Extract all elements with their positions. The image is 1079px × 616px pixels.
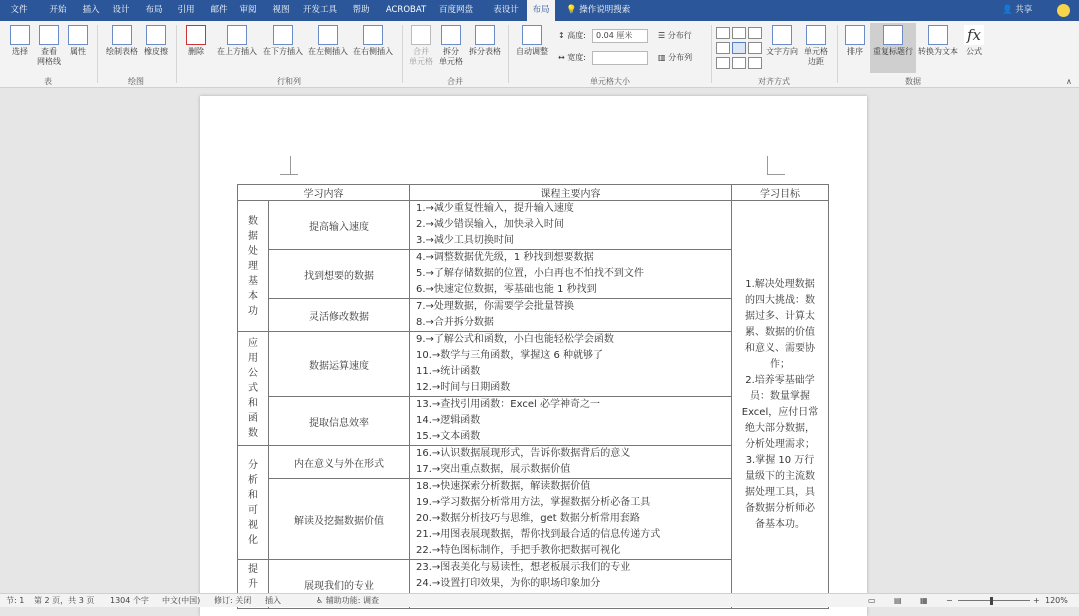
table-properties-icon: [68, 25, 88, 45]
subcategory-cell[interactable]: 内在意义与外在形式: [269, 446, 410, 479]
course-item: 4.→调整数据优先级，1 秒找到想要数据: [416, 252, 594, 263]
tab-7[interactable]: 审阅: [239, 5, 257, 15]
align-bottom-center-button[interactable]: [732, 57, 746, 69]
group-label-data: 数据: [905, 77, 921, 86]
zoom-out-button[interactable]: −: [946, 596, 953, 605]
crop-mark: [767, 174, 785, 175]
tell-me-label: 操作说明搜索: [579, 5, 631, 15]
goal-line: 备数据分析师必: [745, 502, 815, 514]
category-char: 可: [248, 504, 258, 516]
insert-left-button[interactable]: [306, 25, 350, 57]
tab-3[interactable]: 设计: [112, 5, 130, 15]
distribute-rows-button[interactable]: ☰ 分布行: [658, 31, 692, 40]
course-item: 20.→数据分析技巧与思维，get 数据分析常用套路: [416, 513, 640, 524]
convert-to-text-icon: [928, 25, 948, 45]
category-cell[interactable]: [238, 201, 269, 332]
split-table-button[interactable]: [467, 25, 503, 57]
goal-line: 据处理工具，具: [745, 486, 815, 498]
insert-below-button[interactable]: [261, 25, 305, 57]
insert-column-right-icon: [363, 25, 383, 45]
ribbon-layout: [0, 21, 1079, 88]
select-button[interactable]: [8, 25, 32, 57]
web-layout-icon[interactable]: ▦: [920, 596, 928, 605]
status-bar: [0, 593, 1079, 607]
height-label: 高度:: [567, 31, 586, 40]
zoom-slider[interactable]: [958, 600, 1030, 601]
category-char: 升: [248, 578, 258, 590]
convert-to-text-button[interactable]: [916, 25, 960, 57]
table-header-row: [238, 185, 829, 201]
group-label-rows-columns: 行和列: [277, 77, 301, 86]
course-items-cell[interactable]: [410, 479, 732, 560]
sort-button[interactable]: [843, 25, 867, 57]
status-language[interactable]: 中文(中国): [162, 596, 201, 605]
convert-to-text-label: 转换为文本: [918, 47, 958, 56]
collapse-ribbon-icon[interactable]: ∧: [1066, 77, 1072, 86]
course-item: 19.→学习数据分析常用方法，掌握数据分析必备工具: [416, 497, 651, 508]
insert-below-label: 在下方插入: [263, 47, 303, 56]
tab-6[interactable]: 邮件: [210, 5, 228, 15]
tab-11[interactable]: ACROBAT: [385, 5, 427, 15]
course-item: 7.→处理数据，你需要学会批量替换: [416, 301, 574, 312]
tab-12[interactable]: 百度网盘: [438, 5, 473, 15]
course-item: 10.→数学与三角函数，掌握这 6 种就够了: [416, 350, 604, 361]
course-item: 18.→快速探索分析数据，解读数据价值: [416, 481, 591, 492]
category-char: 数: [248, 215, 258, 227]
course-item: 17.→突出重点数据，展示数据价值: [416, 464, 571, 475]
delete-label: 删除: [188, 47, 204, 56]
goal-line: 的四大挑战：数: [745, 294, 815, 306]
header-learning-goals[interactable]: 学习目标: [732, 185, 829, 201]
align-bottom-left-button[interactable]: [716, 57, 730, 69]
column-width-input[interactable]: [592, 51, 648, 65]
width-label: 宽度:: [567, 53, 586, 62]
subcategory-cell[interactable]: 提高输入速度: [269, 201, 410, 250]
crop-mark: [767, 156, 768, 174]
zoom-level[interactable]: 120%: [1045, 596, 1068, 605]
insert-row-below-icon: [273, 25, 293, 45]
pencil-icon: [112, 25, 132, 45]
read-mode-icon[interactable]: ▭: [868, 596, 876, 605]
category-cell[interactable]: [238, 446, 269, 560]
align-top-center-button[interactable]: [732, 27, 746, 39]
share-button[interactable]: 👤 共享: [1002, 5, 1033, 15]
goal-line: 1.解决处理数据: [745, 278, 815, 290]
category-char: 理: [248, 260, 258, 272]
status-page[interactable]: 第 2 页，共 3 页: [34, 596, 95, 605]
course-item: 9.→了解公式和函数，小白也能轻松学会函数: [416, 334, 614, 345]
text-direction-icon: [772, 25, 792, 45]
tell-me-search[interactable]: 💡 操作说明搜索: [566, 5, 631, 15]
goal-line: 员：数量掌握: [750, 390, 810, 402]
repeat-header-icon: [883, 25, 903, 45]
split-cells-icon: [441, 25, 461, 45]
cell-margins-button[interactable]: [802, 25, 830, 67]
goal-line: 2.培养零基础学: [745, 374, 815, 386]
sort-label: 排序: [847, 47, 863, 56]
category-char: 提: [248, 563, 258, 575]
category-char: 化: [248, 534, 258, 546]
text-direction-button[interactable]: [764, 25, 800, 57]
insert-column-left-icon: [318, 25, 338, 45]
tab-0[interactable]: 文件: [10, 5, 28, 15]
group-separator: [711, 25, 712, 83]
subcategory-cell[interactable]: 找到想要的数据: [269, 250, 410, 299]
course-table[interactable]: [237, 184, 829, 609]
delete-table-icon: [186, 25, 206, 45]
course-item: 24.→设置打印效果，为你的职场印象加分: [416, 578, 601, 589]
autofit-label: 自动调整: [516, 47, 548, 56]
goal-line: 备基本功。: [755, 518, 805, 530]
goal-line: 3.掌握 10 万行: [745, 454, 815, 466]
goal-line: 量级下的主流数: [745, 470, 815, 482]
merge-cells-label: 合并 单元格: [409, 47, 433, 66]
category-char: 数: [248, 428, 258, 439]
page: [200, 96, 867, 616]
distribute-columns-label: 分布列: [668, 53, 693, 62]
properties-label: 属性: [70, 47, 86, 56]
category-char: 和: [248, 398, 258, 409]
formula-button[interactable]: [962, 25, 986, 57]
subcategory-cell[interactable]: 解读及挖掘数据价值: [269, 479, 410, 560]
autofit-icon: [522, 25, 542, 45]
cell-margins-icon: [806, 25, 826, 45]
status-track-changes[interactable]: 修订: 关闭: [214, 596, 252, 605]
insert-above-button[interactable]: [215, 25, 259, 57]
share-label: 共享: [1015, 5, 1033, 15]
goal-line: 分析处理需求；: [745, 438, 815, 450]
repeat-header-label: 重复标题行: [873, 47, 913, 56]
goal-line: 和意义、需要协: [745, 342, 815, 354]
crop-mark: [290, 156, 291, 174]
gridlines-icon: [39, 25, 59, 45]
category-char: 功: [248, 305, 258, 317]
align-center-right-button[interactable]: [748, 42, 762, 54]
course-items-cell[interactable]: [410, 397, 732, 446]
subcategory-cell[interactable]: 展现我们的专业: [269, 560, 410, 609]
category-char: 析: [248, 474, 258, 486]
header-course-content[interactable]: 课程主要内容: [410, 185, 732, 201]
course-item: 13.→查找引用函数：Excel 必学神奇之一: [416, 399, 600, 410]
merge-cells-icon: [411, 25, 431, 45]
align-top-left-button[interactable]: [716, 27, 730, 39]
course-items-cell[interactable]: [410, 250, 732, 299]
group-separator: [176, 25, 177, 83]
category-char: 用: [248, 353, 258, 364]
status-word-count[interactable]: 1304 个字: [110, 596, 149, 605]
course-item: 2.→减少错误输入，加快录入时间: [416, 219, 564, 230]
group-separator: [837, 25, 838, 83]
gridlines-label: 查看 网格线: [37, 47, 61, 66]
course-item: 16.→认识数据展现形式，告诉你数据背后的意义: [416, 448, 631, 459]
course-item: 22.→特色图标制作，手把手教你把数据可视化: [416, 545, 621, 556]
cursor-icon: [10, 25, 30, 45]
tab-13[interactable]: 表设计: [493, 5, 519, 15]
category-char: 基: [248, 275, 258, 287]
goals-cell[interactable]: [732, 201, 829, 609]
status-section[interactable]: 节: 1: [6, 596, 25, 605]
sort-az-icon: [845, 25, 865, 45]
course-item: 21.→用图表展现数据，帮你找到最合适的信息传递方式: [416, 529, 661, 540]
status-accessibility[interactable]: ♿ 辅助功能: 调查: [316, 596, 379, 605]
goal-line: Excel，应付日常: [741, 406, 819, 418]
goal-line: 累、数据的价值: [745, 326, 815, 338]
draw-table-button[interactable]: [104, 25, 140, 57]
category-char: 公: [248, 368, 258, 379]
merge-cells-button[interactable]: [407, 25, 435, 67]
course-item: 23.→图表美化与易读性，想老板展示我们的专业: [416, 562, 631, 573]
course-items-cell[interactable]: [410, 332, 732, 397]
course-item: 3.→减少工具切换时间: [416, 235, 514, 246]
insert-left-label: 在左侧插入: [308, 47, 348, 56]
goal-line: 作；: [770, 358, 790, 370]
insert-right-label: 在右侧插入: [353, 47, 393, 56]
insert-row-above-icon: [227, 25, 247, 45]
tab-8[interactable]: 视图: [272, 5, 290, 15]
split-table-icon: [475, 25, 495, 45]
fx-formula-icon: fx: [964, 25, 984, 45]
group-separator: [508, 25, 509, 83]
course-item: 8.→合并拆分数据: [416, 317, 494, 328]
feedback-smiley-icon[interactable]: [1057, 4, 1070, 17]
header-learning-content[interactable]: 学习内容: [238, 185, 410, 201]
category-char: 式: [248, 383, 258, 394]
tab-14[interactable]: 布局: [527, 0, 555, 21]
subcategory-cell[interactable]: 提取信息效率: [269, 397, 410, 446]
draw-table-label: 绘制表格: [106, 47, 138, 56]
align-top-right-button[interactable]: [748, 27, 762, 39]
group-label-table: 表: [44, 77, 52, 86]
distribute-rows-label: 分布行: [667, 31, 692, 40]
goal-line: 绝大部分数据，: [745, 422, 815, 434]
split-table-label: 拆分表格: [469, 47, 501, 56]
print-layout-icon[interactable]: ▤: [894, 596, 902, 605]
text-direction-label: 文字方向: [766, 47, 798, 56]
category-char: 视: [248, 519, 258, 531]
course-item: 15.→文本函数: [416, 431, 481, 442]
document-area: [0, 88, 1079, 593]
column-width-icon-label: ↔ 宽度:: [558, 53, 586, 62]
eraser-label: 橡皮擦: [144, 47, 168, 56]
cell-margins-label: 单元格 边距: [804, 47, 828, 66]
category-char: 处: [248, 245, 258, 257]
group-label-alignment: 对齐方式: [758, 77, 790, 86]
eraser-icon: [146, 25, 166, 45]
tab-2[interactable]: 插入: [82, 5, 100, 15]
eraser-button[interactable]: [142, 25, 170, 57]
ribbon-tab-bar: [0, 0, 1079, 21]
select-label: 选择: [12, 47, 28, 56]
accessibility-label: 辅助功能: 调查: [325, 596, 379, 605]
distribute-columns-button[interactable]: ▥ 分布列: [658, 53, 693, 62]
split-cells-label: 拆分 单元格: [439, 47, 463, 66]
course-item: 11.→统计函数: [416, 366, 481, 377]
category-char: 分: [248, 459, 258, 471]
category-char: 和: [248, 489, 258, 501]
group-separator: [97, 25, 98, 83]
table-row: [238, 201, 829, 250]
row-height-icon-label: ↕ 高度:: [558, 31, 586, 40]
split-cells-button[interactable]: [437, 25, 465, 67]
group-separator: [402, 25, 403, 83]
course-item: 14.→逻辑函数: [416, 415, 481, 426]
crop-mark: [280, 174, 298, 175]
group-label-cell-size: 单元格大小: [590, 77, 630, 86]
course-item: 5.→了解存储数据的位置，小白再也不怕找不到文件: [416, 268, 644, 279]
align-center-left-button[interactable]: [716, 42, 730, 54]
zoom-in-button[interactable]: +: [1033, 596, 1040, 605]
course-items-cell[interactable]: [410, 299, 732, 332]
delete-button[interactable]: [182, 25, 210, 57]
repeat-header-rows-button[interactable]: [870, 23, 916, 73]
tab-5[interactable]: 引用: [177, 5, 195, 15]
group-label-merge: 合并: [447, 77, 463, 86]
goal-line: 据过多、计算太: [745, 310, 815, 322]
formula-label: 公式: [966, 47, 982, 56]
tab-4[interactable]: 布局: [145, 5, 163, 15]
category-cell[interactable]: [238, 332, 269, 446]
course-items-cell[interactable]: [410, 446, 732, 479]
insert-above-label: 在上方插入: [217, 47, 257, 56]
autofit-button[interactable]: [513, 25, 551, 57]
subcategory-cell[interactable]: 数据运算速度: [269, 332, 410, 397]
zoom-slider-handle[interactable]: [990, 597, 993, 605]
tab-10[interactable]: 帮助: [352, 5, 370, 15]
align-center-button[interactable]: [732, 42, 746, 54]
status-insert-mode[interactable]: 插入: [265, 596, 281, 605]
course-item: 12.→时间与日期函数: [416, 382, 511, 393]
view-gridlines-button[interactable]: [34, 25, 64, 67]
align-bottom-right-button[interactable]: [748, 57, 762, 69]
category-char: 函: [248, 413, 258, 424]
properties-button[interactable]: [66, 25, 90, 57]
course-items-cell[interactable]: [410, 201, 732, 250]
tab-1[interactable]: 开始: [49, 5, 67, 15]
course-item: 1.→减少重复性输入，提升输入速度: [416, 203, 574, 214]
category-char: 应: [248, 338, 258, 349]
course-item: 6.→快速定位数据，零基础也能 1 秒找到: [416, 284, 597, 295]
tab-9[interactable]: 开发工具: [302, 5, 337, 15]
subcategory-cell[interactable]: 灵活修改数据: [269, 299, 410, 332]
group-label-draw: 绘图: [128, 77, 144, 86]
row-height-input[interactable]: 0.04 厘米: [592, 29, 648, 43]
category-char: 本: [248, 290, 258, 302]
category-char: 据: [248, 230, 258, 242]
insert-right-button[interactable]: [351, 25, 395, 57]
